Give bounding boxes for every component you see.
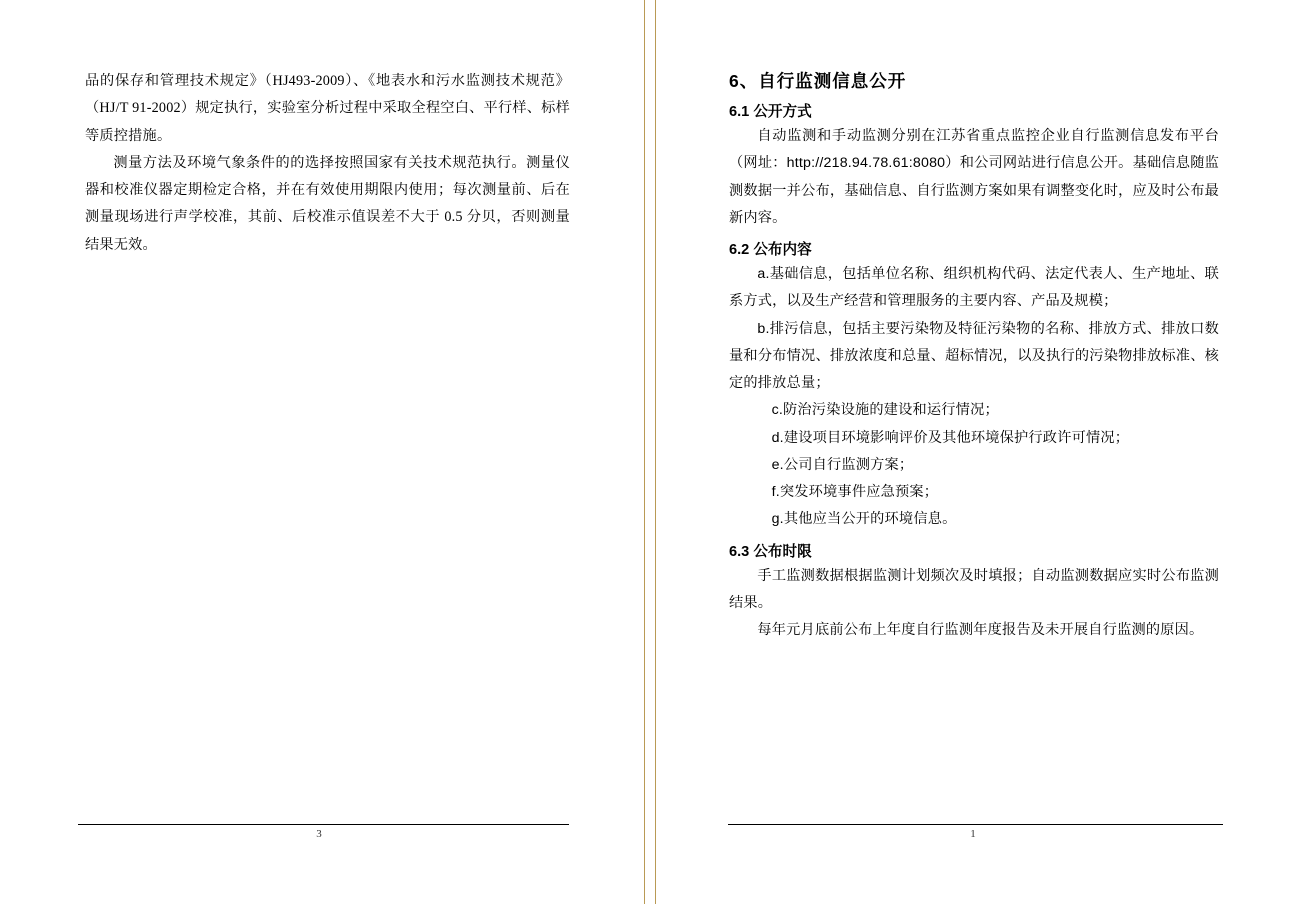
subsection-heading-6-2: 6.2 公布内容 — [729, 242, 812, 259]
paragraph: 测量方法及环境气象条件的的选择按照国家有关技术规范执行。测量仪器和校准仪器定期检定合格，并在有效使用期限内使用；每次测量前、后在测量现场进行声学校准，其前、后校准示值误差不大于 0.5 分贝，否则测量结果无效。 — [85, 154, 570, 253]
paragraph: f.突发环境事件应急预案； — [771, 484, 939, 501]
page-right-content — [729, 68, 1219, 645]
paragraph: d.建设项目环境影响评价及其他环境保护行政许可情况； — [771, 429, 1130, 446]
paragraph: a.基础信息，包括单位名称、组织机构代码、法定代表人、生产地址、联系方式，以及生产经营和管理服务的主要内容、产品及规模； — [729, 266, 1219, 310]
paragraph: e.公司自行监测方案； — [771, 456, 914, 473]
page-number: 3 — [316, 828, 322, 840]
subsection-heading-6-3: 6.3 公布时限 — [729, 543, 812, 560]
page-number: 1 — [970, 828, 976, 840]
page-left-footer — [0, 824, 644, 904]
paragraph: 每年元月底前公布上年度自行监测年度报告及未开展自行监测的原因。 — [757, 622, 1204, 639]
footer-divider — [78, 824, 569, 825]
footer-divider — [728, 824, 1223, 825]
paragraph: 品的保存和管理技术规定》（HJ493-2009）、《地表水和污水监测技术规范》（HJ/T 91-2002）规定执行，实验室分析过程中采取全程空白、平行样、标样等质控措施。 — [85, 73, 570, 144]
page-left-content — [85, 68, 570, 259]
paragraph: b.排污信息，包括主要污染物及特征污染物的名称、排放方式、排放口数量和分布情况、排放浓度和总量、超标情况，以及执行的污染物排放标准、核定的排放总量； — [729, 320, 1219, 392]
section-title: 6、自行监测信息公开 — [729, 71, 907, 91]
page-right — [655, 0, 1288, 904]
paragraph: g.其他应当公开的环境信息。 — [771, 511, 957, 528]
paragraph: c.防治污染设施的建设和运行情况； — [771, 402, 999, 419]
page-right-footer — [656, 824, 1288, 904]
paragraph: 自动监测和手动监测分别在江苏省重点监控企业自行监测信息发布平台（网址：http://218.94.78.61:8080）和公司网站进行信息公开。基础信息随监测数据一并公布，基础信息、自行监测方案如果有调整变化时，应及时公布最新内容。 — [729, 128, 1219, 226]
page-gap — [645, 0, 655, 904]
paragraph: 手工监测数据根据监测计划频次及时填报；自动监测数据应实时公布监测结果。 — [729, 567, 1219, 611]
subsection-heading-6-1: 6.1 公开方式 — [729, 104, 812, 120]
